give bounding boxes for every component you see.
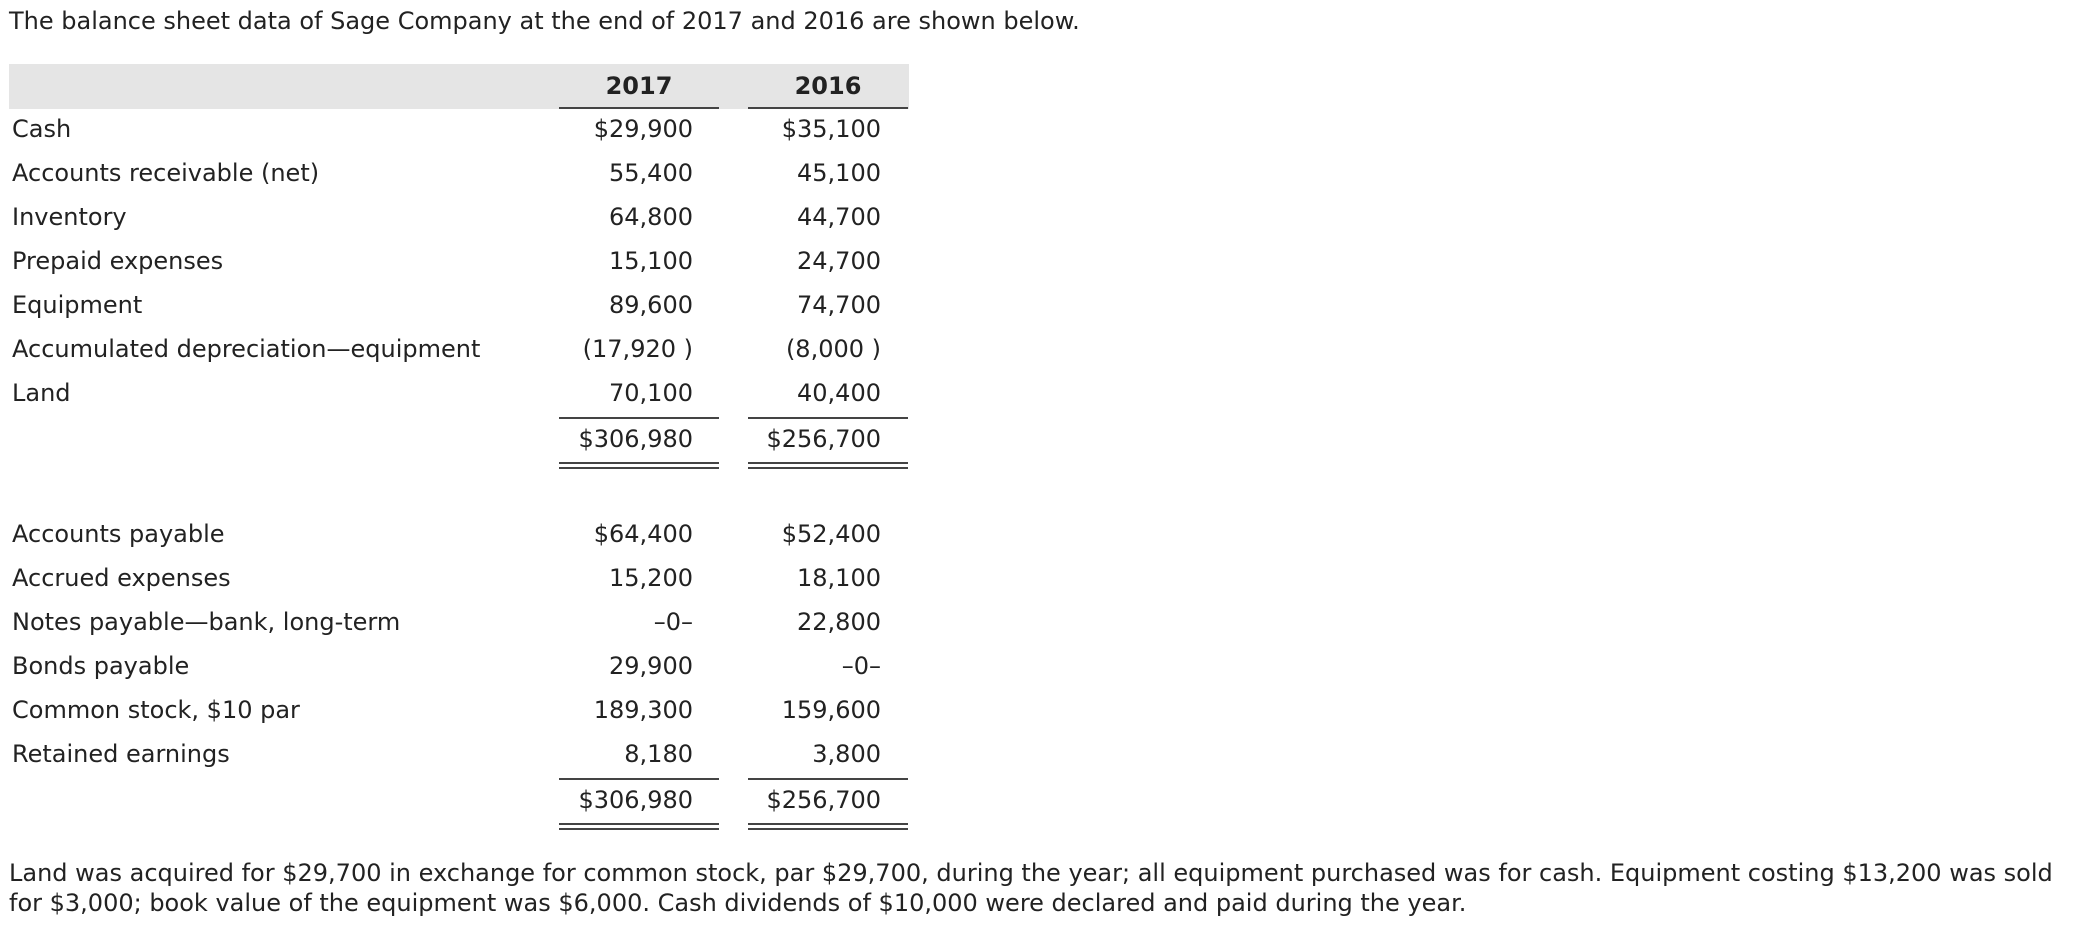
value-2016: 18,100 — [797, 564, 881, 592]
value-2017: 15,100 — [609, 247, 693, 275]
table-row — [0, 644, 1000, 688]
table-row — [0, 556, 1000, 600]
table-row — [0, 239, 1000, 283]
total-2016: $256,700 — [766, 786, 881, 814]
row-label: Land — [12, 379, 71, 407]
value-2016: 74,700 — [797, 291, 881, 319]
total-double-rule-2016 — [748, 823, 908, 830]
value-2017: –0– — [653, 608, 693, 636]
total-2017: $306,980 — [578, 786, 693, 814]
table-row — [0, 600, 1000, 644]
footer-note: Land was acquired for $29,700 in exchange for common stock, par $29,700, during the year; all equipment purchased was for cash. Equipment costing $13,200 was sold for $3,000; book value of the equipment was $6,000. Cash dividends of $10,000 were declared and paid during the year. — [9, 859, 2053, 917]
table-row — [0, 732, 1000, 776]
value-2016: 24,700 — [797, 247, 881, 275]
intro-text: The balance sheet data of Sage Company at the end of 2017 and 2016 are shown below. — [9, 7, 1080, 35]
row-label: Accrued expenses — [12, 564, 231, 592]
value-2016: $35,100 — [781, 115, 881, 143]
assets-total-row — [0, 417, 1000, 461]
row-label: Prepaid expenses — [12, 247, 224, 275]
total-double-rule-2017 — [559, 823, 719, 830]
row-label: Cash — [12, 115, 72, 143]
row-label: Accounts receivable (net) — [12, 159, 320, 187]
value-2017: 89,600 — [609, 291, 693, 319]
row-label: Retained earnings — [12, 740, 230, 768]
column-header-2016: 2016 — [794, 72, 862, 100]
total-2017: $306,980 — [578, 425, 693, 453]
value-2016: $52,400 — [781, 520, 881, 548]
value-2016: 159,600 — [781, 696, 881, 724]
row-label: Common stock, $10 par — [12, 696, 300, 724]
value-2017: 70,100 — [609, 379, 693, 407]
row-label: Accounts payable — [12, 520, 225, 548]
total-double-rule-2016 — [748, 462, 908, 469]
value-2016: (8,000 ) — [785, 335, 881, 363]
row-label: Notes payable—bank, long-term — [12, 608, 401, 636]
table-row — [0, 688, 1000, 732]
liabilities-total-row — [0, 778, 1000, 822]
value-2016: 44,700 — [797, 203, 881, 231]
value-2017: 64,800 — [609, 203, 693, 231]
table-row — [0, 195, 1000, 239]
value-2017: $64,400 — [593, 520, 693, 548]
value-2016: 40,400 — [797, 379, 881, 407]
table-row — [0, 512, 1000, 556]
value-2017: 55,400 — [609, 159, 693, 187]
value-2017: 189,300 — [593, 696, 693, 724]
value-2017: 29,900 — [609, 652, 693, 680]
table-row — [0, 327, 1000, 371]
table-row — [0, 283, 1000, 327]
value-2016: 45,100 — [797, 159, 881, 187]
value-2016: 3,800 — [812, 740, 881, 768]
table-row — [0, 107, 1000, 151]
value-2016: –0– — [841, 652, 881, 680]
value-2017: 15,200 — [609, 564, 693, 592]
value-2017: (17,920 ) — [582, 335, 693, 363]
value-2017: $29,900 — [593, 115, 693, 143]
row-label: Accumulated depreciation—equipment — [12, 335, 481, 363]
total-2016: $256,700 — [766, 425, 881, 453]
column-header-2017: 2017 — [605, 72, 673, 100]
total-double-rule-2017 — [559, 462, 719, 469]
value-2017: 8,180 — [624, 740, 693, 768]
row-label: Bonds payable — [12, 652, 190, 680]
value-2016: 22,800 — [797, 608, 881, 636]
table-row — [0, 371, 1000, 415]
row-label: Inventory — [12, 203, 127, 231]
row-label: Equipment — [12, 291, 143, 319]
table-row — [0, 151, 1000, 195]
